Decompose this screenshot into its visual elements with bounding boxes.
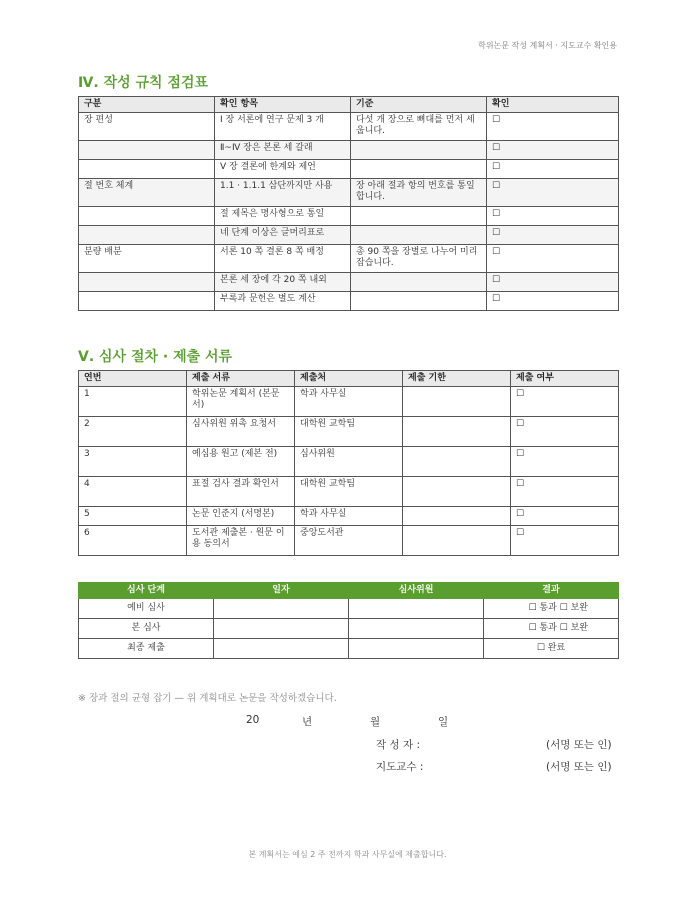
result-checkboxes[interactable]: ☐ 통과 ☐ 보완 [484, 619, 619, 639]
table-header-row [79, 371, 619, 387]
col-header: 확인 항목 [215, 97, 351, 113]
table-row [79, 387, 619, 417]
cell: 본 심사 [79, 619, 214, 639]
table-row [79, 245, 619, 273]
cell [79, 207, 215, 226]
reviewer-cell[interactable] [349, 619, 484, 639]
cell [351, 273, 487, 292]
result-checkboxes[interactable]: ☐ 통과 ☐ 보완 [484, 599, 619, 619]
cell: 최종 제출 [79, 639, 214, 659]
table-row [79, 507, 619, 526]
cell: 도서관 제출본 · 원문 이용 동의서 [187, 526, 295, 556]
cell: 1 [79, 387, 187, 417]
cell: 부록과 문헌은 별도 계산 [215, 292, 351, 311]
cell [79, 292, 215, 311]
table-row [79, 207, 619, 226]
cell: 장 아래 절과 항의 번호를 통일합니다. [351, 179, 487, 207]
table-row [79, 619, 619, 639]
author-label: 작 성 자 : [376, 739, 420, 751]
reviewer-cell[interactable] [349, 639, 484, 659]
table-row [79, 599, 619, 619]
cell: 대학원 교학팀 [295, 477, 403, 507]
cell: 중앙도서관 [295, 526, 403, 556]
date-month-label: 월 [370, 716, 381, 728]
cell: 서론 10 쪽 결론 8 쪽 배정 [215, 245, 351, 273]
table-row [79, 160, 619, 179]
col-header: 심사위원 [349, 583, 484, 599]
reviewer-cell[interactable] [349, 599, 484, 619]
checkbox[interactable]: ☐ [487, 292, 619, 311]
cell: 1.1 · 1.1.1 삼단까지만 사용 [215, 179, 351, 207]
checkbox[interactable]: ☐ [487, 245, 619, 273]
cell [403, 477, 511, 507]
pledge-note: ※ 장과 절의 균형 잡기 — 위 계획대로 논문을 작성하겠습니다. [78, 693, 337, 704]
cell: 절 번호 체계 [79, 179, 215, 207]
cell: 심사위원 위촉 요청서 [187, 417, 295, 447]
cell: 분량 배분 [79, 245, 215, 273]
cell: 5 [79, 507, 187, 526]
submission-documents-table [78, 370, 619, 556]
advisor-label: 지도교수 : [376, 761, 424, 773]
cell [403, 526, 511, 556]
date-day-label: 일 [438, 716, 449, 728]
section-4-title: Ⅳ. 작성 규칙 점검표 [78, 75, 208, 91]
col-header: 제출 서류 [187, 371, 295, 387]
col-header: 일자 [214, 583, 349, 599]
cell: 장 편성 [79, 113, 215, 141]
cell [79, 273, 215, 292]
col-header: 심사 단계 [79, 583, 214, 599]
table-row [79, 526, 619, 556]
cell [403, 507, 511, 526]
checkbox[interactable]: ☐ [511, 477, 619, 507]
cell: 예비 심사 [79, 599, 214, 619]
table-row [79, 141, 619, 160]
table-row [79, 113, 619, 141]
cell: 학과 사무실 [295, 507, 403, 526]
table-header-row [79, 583, 619, 599]
cell [79, 226, 215, 245]
checkbox[interactable]: ☐ [487, 273, 619, 292]
cell: 예심용 원고 (제본 전) [187, 447, 295, 477]
cell: 6 [79, 526, 187, 556]
cell: Ⅴ 장 결론에 한계와 제언 [215, 160, 351, 179]
table-row [79, 292, 619, 311]
table-row [79, 226, 619, 245]
checkbox[interactable]: ☐ [487, 160, 619, 179]
table-header-row [79, 97, 619, 113]
result-checkboxes[interactable]: ☐ 완료 [484, 639, 619, 659]
rules-checklist-table [78, 96, 619, 311]
cell [79, 141, 215, 160]
col-header: 제출처 [295, 371, 403, 387]
advisor-signature[interactable]: (서명 또는 인) [546, 761, 612, 773]
cell [79, 160, 215, 179]
checkbox[interactable]: ☐ [511, 447, 619, 477]
checkbox[interactable]: ☐ [511, 417, 619, 447]
col-header: 확인 [487, 97, 619, 113]
cell: 네 단계 이상은 글머리표로 [215, 226, 351, 245]
col-header: 연번 [79, 371, 187, 387]
checkbox[interactable]: ☐ [511, 387, 619, 417]
cell [351, 160, 487, 179]
cell: Ⅱ~Ⅳ 장은 본론 세 갈래 [215, 141, 351, 160]
table-row [79, 477, 619, 507]
cell: 3 [79, 447, 187, 477]
date-year-label: 년 [302, 716, 313, 728]
cell: Ⅰ 장 서론에 연구 문제 3 개 [215, 113, 351, 141]
date-cell[interactable] [214, 639, 349, 659]
checkbox[interactable]: ☐ [511, 526, 619, 556]
cell: 표절 검사 결과 확인서 [187, 477, 295, 507]
footer-note: 본 계획서는 예심 2 주 전까지 학과 사무실에 제출합니다. [248, 850, 447, 859]
cell [403, 417, 511, 447]
checkbox[interactable]: ☐ [511, 507, 619, 526]
cell: 총 90 쪽을 장별로 나누어 미리 잡습니다. [351, 245, 487, 273]
checkbox[interactable]: ☐ [487, 226, 619, 245]
cell: 대학원 교학팀 [295, 417, 403, 447]
date-year: 20 [246, 714, 260, 726]
col-header: 제출 여부 [511, 371, 619, 387]
table-row [79, 639, 619, 659]
checkbox[interactable]: ☐ [487, 141, 619, 160]
col-header: 제출 기한 [403, 371, 511, 387]
section-5-title: Ⅴ. 심사 절차 · 제출 서류 [78, 349, 233, 365]
cell [351, 207, 487, 226]
cell [351, 226, 487, 245]
col-header: 구분 [79, 97, 215, 113]
cell: 학위논문 계획서 (본문서) [187, 387, 295, 417]
cell [403, 447, 511, 477]
table-row [79, 417, 619, 447]
cell [403, 387, 511, 417]
cell: 다섯 개 장으로 뼈대를 먼저 세웁니다. [351, 113, 487, 141]
date-cell[interactable] [214, 599, 349, 619]
date-cell[interactable] [214, 619, 349, 639]
cell [351, 292, 487, 311]
cell [351, 141, 487, 160]
author-signature[interactable]: (서명 또는 인) [546, 739, 612, 751]
cell: 논문 인준지 (서명본) [187, 507, 295, 526]
table-row [79, 179, 619, 207]
review-stages-table [78, 582, 619, 659]
table-row [79, 447, 619, 477]
cell: 절 제목은 명사형으로 통일 [215, 207, 351, 226]
cell: 2 [79, 417, 187, 447]
col-header: 기준 [351, 97, 487, 113]
cell: 본론 세 장에 각 20 쪽 내외 [215, 273, 351, 292]
cell: 심사위원 [295, 447, 403, 477]
cell: 학과 사무실 [295, 387, 403, 417]
checkbox[interactable]: ☐ [487, 179, 619, 207]
header-note: 학위논문 작성 계획서 · 지도교수 확인용 [478, 41, 617, 50]
table-row [79, 273, 619, 292]
checkbox[interactable]: ☐ [487, 207, 619, 226]
col-header: 결과 [484, 583, 619, 599]
cell: 4 [79, 477, 187, 507]
checkbox[interactable]: ☐ [487, 113, 619, 141]
